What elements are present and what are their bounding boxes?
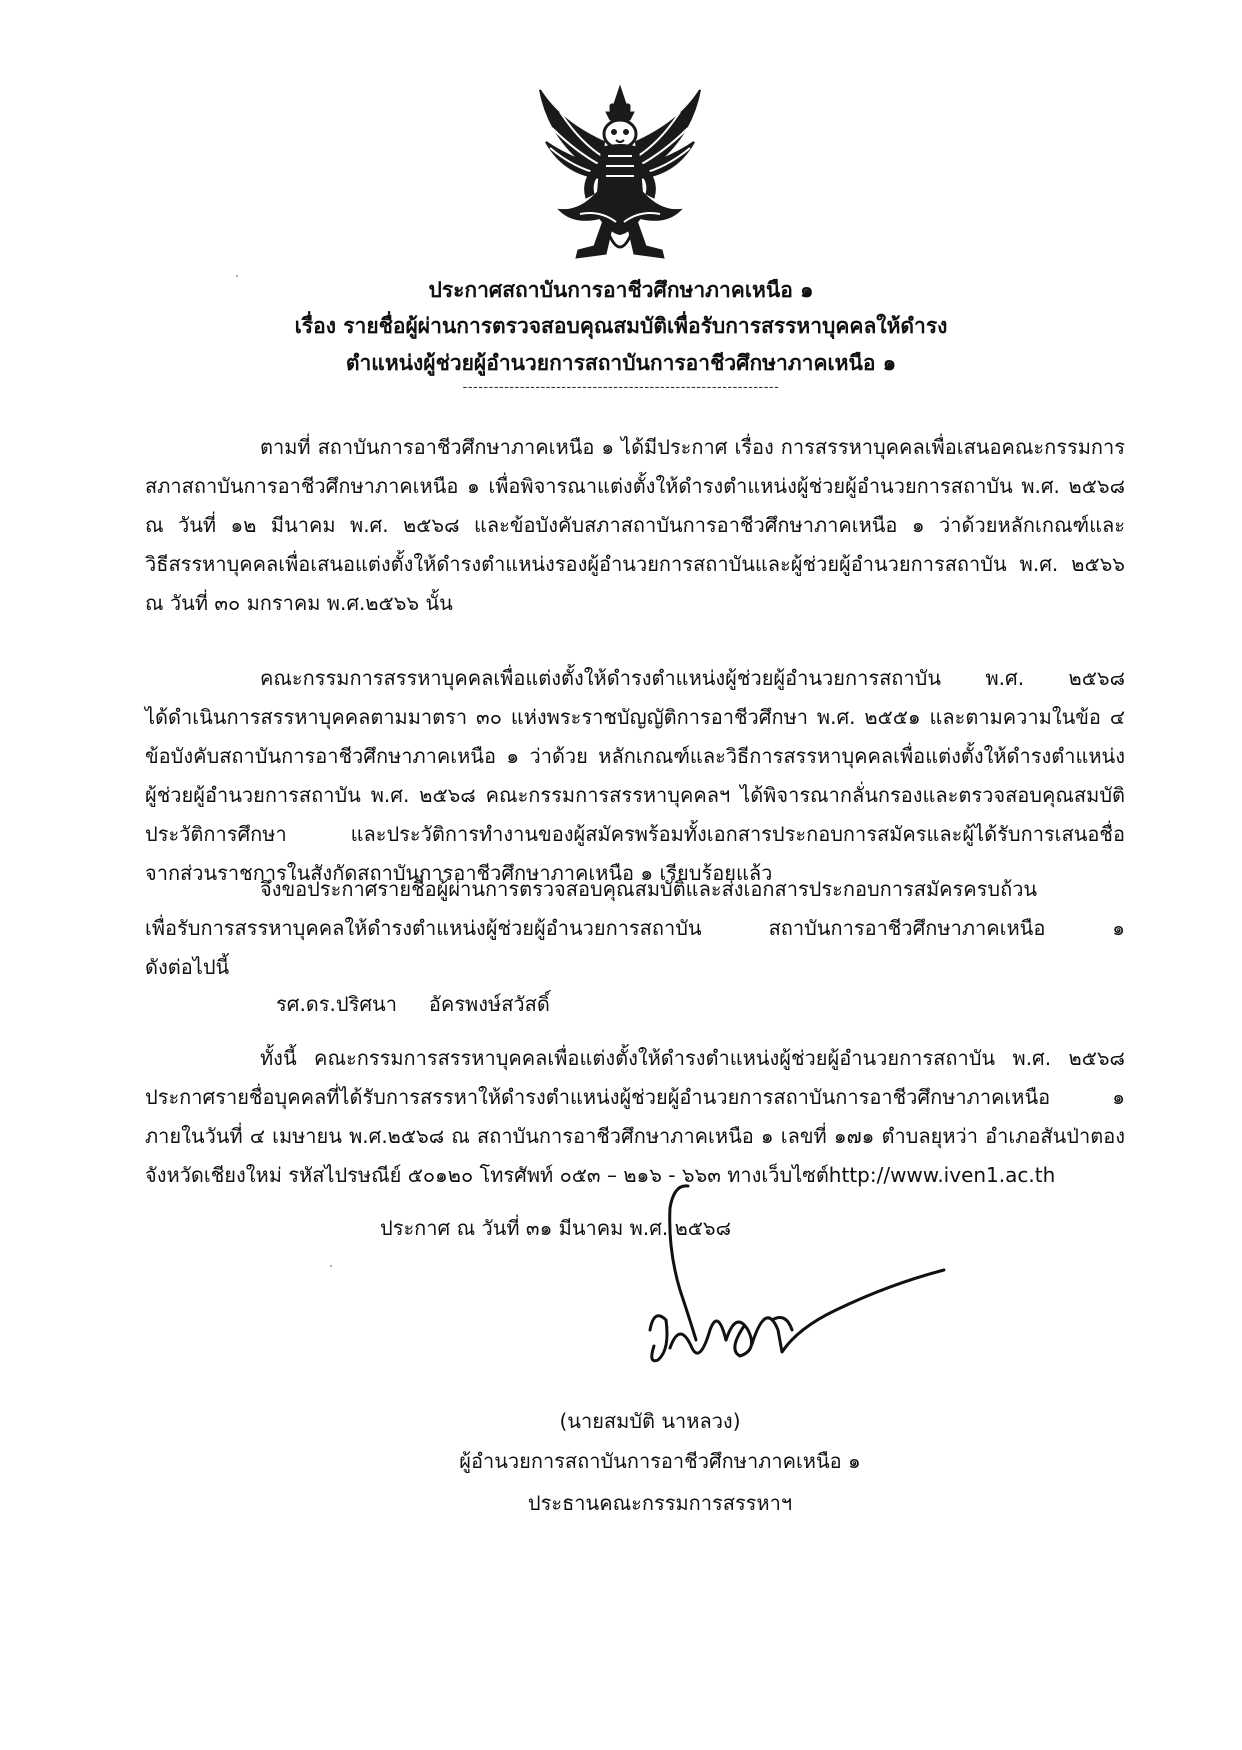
text-line: ข้อบังคับสถาบันการอาชีวศึกษาภาคเหนือ ๑ ว่าด้วย หลักเกณฑ์และวิธีการสรรหาบุคคลเพื่อแต่งตั้งให้ดำรงตำแหน่ง — [145, 744, 1125, 768]
paragraph-2 — [145, 659, 1125, 893]
scan-speck — [236, 275, 238, 277]
candidate-last-name: อัครพงษ์สวัสดิ์ — [428, 992, 550, 1016]
text-line: จังหวัดเชียงใหม่ รหัสไปรษณีย์ ๕๐๑๒๐ โทรศัพท์ ๐๕๓ – ๒๑๖ - ๖๖๓ ทางเว็บไซต์http://www.iven1.ac.th — [145, 1163, 1056, 1187]
garuda-emblem-icon — [520, 82, 720, 267]
text-line: ประกาศรายชื่อบุคคลที่ได้รับการสรรหาให้ดำรงตำแหน่งผู้ช่วยผู้อำนวยการสถาบันการอาชีวศึกษาภาคเหนือ ๑ — [145, 1085, 1125, 1109]
text-line: ได้ดำเนินการสรรหาบุคคลตามมาตรา ๓๐ แห่งพระราชบัญญัติการอาชีวศึกษา พ.ศ. ๒๕๕๑ และตามความในข้อ ๔ — [145, 705, 1125, 729]
text-line: ตามที่ สถาบันการอาชีวศึกษาภาคเหนือ ๑ ได้มีประกาศ เรื่อง การสรรหาบุคคลเพื่อเสนอคณะกรรมการ — [260, 435, 1125, 459]
announcement-title: ประกาศสถาบันการอาชีวศึกษาภาคเหนือ ๑ — [428, 278, 814, 302]
text-line: สภาสถาบันการอาชีวศึกษาภาคเหนือ ๑ เพื่อพิจารณาแต่งตั้งให้ดำรงตำแหน่งผู้ช่วยผู้อำนวยการสถาบัน พ.ศ. ๒๕๖๘ — [145, 474, 1125, 498]
text-line: ภายในวันที่ ๔ เมษายน พ.ศ.๒๕๖๘ ณ สถาบันการอาชีวศึกษาภาคเหนือ ๑ เลขที่ ๑๗๑ ตำบลยุหว่า อำเภอสันป่าตอง — [145, 1124, 1125, 1148]
text-line: คณะกรรมการสรรหาบุคคลเพื่อแต่งตั้งให้ดำรงตำแหน่งผู้ช่วยผู้อำนวยการสถาบัน พ.ศ. ๒๕๖๘ — [260, 666, 1125, 690]
text-line: ณ วันที่ ๓๐ มกราคม พ.ศ.๒๕๖๖ นั้น — [145, 591, 453, 615]
candidate-title-first-name: รศ.ดร.ปริศนา — [276, 992, 397, 1016]
candidate-name — [276, 988, 550, 1020]
text-line: ผู้ช่วยผู้อำนวยการสถาบัน พ.ศ. ๒๕๖๘ คณะกรรมการสรรหาบุคคลฯ ได้พิจารณากลั่นกรองและตรวจสอบคุณสมบัติ — [145, 783, 1125, 807]
announcement-subject-cont: ตำแหน่งผู้ช่วยผู้อำนวยการสถาบันการอาชีวศึกษาภาคเหนือ ๑ — [345, 351, 897, 375]
text-line: จึงขอประกาศรายชื่อผู้ผ่านการตรวจสอบคุณสมบัติและส่งเอกสารประกอบการสมัครครบถ้วน — [260, 877, 1038, 901]
announcement-subject: เรื่อง รายชื่อผู้ผ่านการตรวจสอบคุณสมบัติเพื่อรับการสรรหาบุคคลให้ดำรง — [294, 314, 948, 338]
paragraph-3 — [145, 870, 1125, 987]
signer-role: ประธานคณะกรรมการสรรหาฯ — [527, 1491, 793, 1515]
text-line: จากส่วนราชการในสังกัดสถาบันการอาชีวศึกษาภาคเหนือ ๑ เรียบร้อยแล้ว — [145, 861, 773, 885]
text-line: ดังต่อไปนี้ — [145, 955, 230, 979]
scan-speck — [330, 1265, 332, 1267]
paragraph-4 — [145, 1039, 1125, 1195]
text-line: วิธีสรรหาบุคคลเพื่อเสนอแต่งตั้งให้ดำรงตำแหน่งรองผู้อำนวยการสถาบันและผู้ช่วยผู้อำนวยการสถาบัน พ.ศ. ๒๕๖๖ — [145, 552, 1125, 576]
announcement-date: ประกาศ ณ วันที่ ๓๑ มีนาคม พ.ศ. ๒๕๖๘ — [380, 1216, 732, 1240]
paragraph-1 — [145, 428, 1125, 623]
handwritten-signature-icon — [640, 1180, 960, 1390]
signer-position: ผู้อำนวยการสถาบันการอาชีวศึกษาภาคเหนือ ๑ — [459, 1449, 861, 1473]
separator-line: ------------------------------------------------------------- — [462, 380, 780, 395]
signer-name: (นายสมบัติ นาหลวง) — [559, 1409, 741, 1433]
text-line: ประวัติการศึกษา และประวัติการทำงานของผู้สมัครพร้อมทั้งเอกสารประกอบการสมัครและผู้ได้รับการเสนอชื่อ — [145, 822, 1125, 846]
text-line: เพื่อรับการสรรหาบุคคลให้ดำรงตำแหน่งผู้ช่วยผู้อำนวยการสถาบัน สถาบันการอาชีวศึกษาภาคเหนือ ๑ — [145, 916, 1125, 940]
text-line: ทั้งนี้ คณะกรรมการสรรหาบุคคลเพื่อแต่งตั้งให้ดำรงตำแหน่งผู้ช่วยผู้อำนวยการสถาบัน พ.ศ. ๒๕๖๘ — [260, 1046, 1125, 1070]
text-line: ณ วันที่ ๑๒ มีนาคม พ.ศ. ๒๕๖๘ และข้อบังคับสภาสถาบันการอาชีวศึกษาภาคเหนือ ๑ ว่าด้วยหลักเกณฑ์และ — [145, 513, 1125, 537]
